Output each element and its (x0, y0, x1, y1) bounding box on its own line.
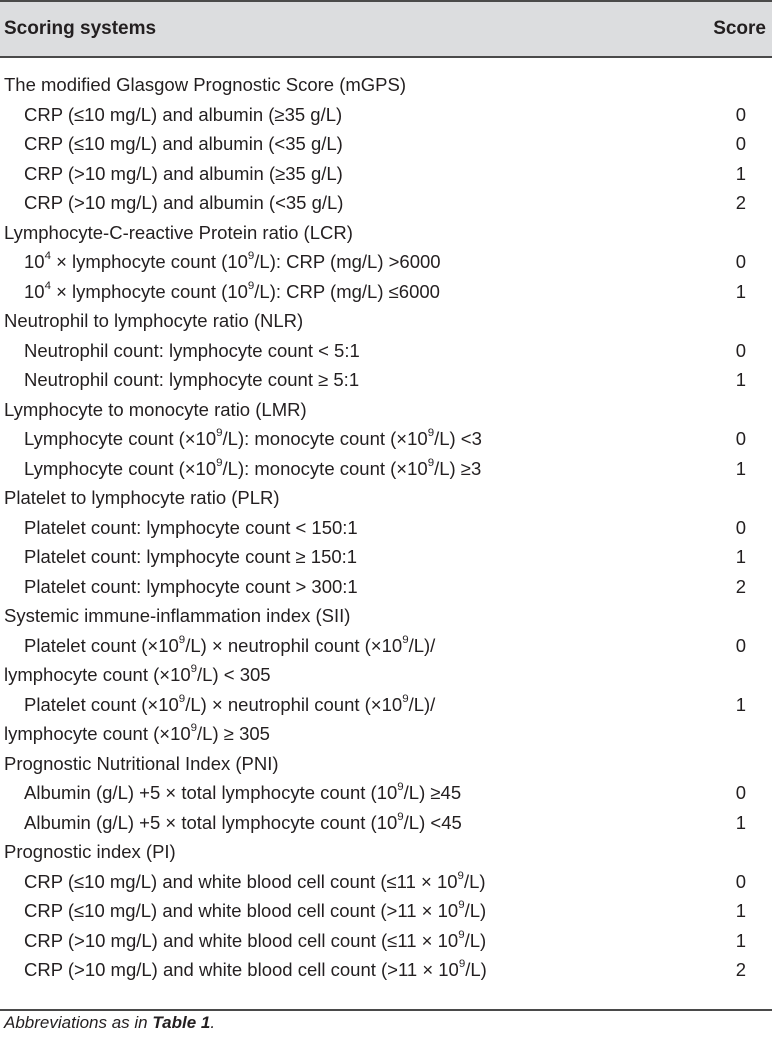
table-row (0, 896, 772, 925)
row-label: The modified Glasgow Prognostic Score (mGPS) (4, 74, 407, 95)
row-score: 1 (735, 900, 746, 921)
table-group-row (0, 218, 772, 247)
table-row (0, 100, 772, 129)
table-row (0, 660, 772, 689)
table-row (0, 247, 772, 276)
table-row (0, 542, 772, 571)
table-row (0, 424, 772, 453)
row-label: Platelet count: lymphocyte count > 300:1 (24, 575, 358, 597)
footnote-suffix: . (210, 1013, 216, 1032)
row-score: 1 (735, 546, 746, 567)
table-row (0, 188, 772, 217)
table-row (0, 867, 772, 896)
row-score: 0 (735, 103, 746, 125)
row-score: 2 (735, 959, 746, 980)
row-label: CRP (≤10 mg/L) and albumin (≥35 g/L) (24, 103, 343, 125)
row-label: CRP (>10 mg/L) and albumin (<35 g/L) (24, 192, 344, 213)
row-label: CRP (>10 mg/L) and white blood cell count $(>11 \times 10^9/L)$ (24, 958, 487, 980)
row-score: 2 (735, 575, 746, 597)
row-label: Lymphocyte-C-reactive Protein ratio (LCR) (4, 221, 353, 243)
bottom-rule (0, 1009, 772, 1011)
row-label: CRP (>10 mg/L) and white blood cell count $(\le 11 \times 10^9/L)$ (24, 928, 487, 951)
table-group-row (0, 306, 772, 335)
row-label: Platelet count $(\times 10^9/L)$ × neutrophil count $(\times 10^9/L)/$ (24, 633, 436, 656)
row-label: $10^4$ × lymphocyte count $(10^9/L)$: CRP (mg/L) >6000 (24, 250, 441, 272)
row-label: CRP (≤10 mg/L) and albumin (<35 g/L) (24, 133, 343, 154)
row-score: 0 (735, 251, 746, 272)
footnote (4, 1013, 215, 1033)
row-score: 0 (735, 339, 746, 361)
row-score: 0 (735, 870, 746, 892)
row-label: CRP (≤10 mg/L) and white blood cell count $(>11 \times 10^9/L)$ (24, 899, 487, 921)
table-row (0, 454, 772, 483)
row-score: 1 (735, 929, 746, 951)
row-score: 1 (735, 162, 746, 184)
table-row (0, 365, 772, 394)
table-row (0, 955, 772, 984)
row-label: Prognostic Nutritional Index (PNI) (4, 752, 279, 774)
row-label: lymphocyte count $(\times 10^9/L) < 305$ (4, 663, 271, 685)
table-row (0, 277, 772, 306)
row-score: 0 (735, 133, 746, 154)
row-label: Lymphocyte to monocyte ratio (LMR) (4, 398, 307, 420)
table-row (0, 631, 772, 660)
row-label: lymphocyte count $(\times 10^9/L) \ge 305$ (4, 722, 270, 744)
table-row (0, 159, 772, 188)
row-label: Lymphocyte count $(\times 10^9/L)$: monocyte count $(\times 10^9/L) <3$ (24, 427, 482, 449)
header-score: Score (713, 18, 766, 39)
row-label: Platelet count $(\times 10^9/L)$ × neutrophil count $(\times 10^9/L)/$ (24, 692, 436, 715)
row-score: 0 (735, 516, 746, 538)
row-label: CRP (>10 mg/L) and albumin (≥35 g/L) (24, 162, 343, 184)
row-score: 2 (735, 192, 746, 213)
row-score: 0 (735, 428, 746, 449)
row-label: Lymphocyte count $(\times 10^9/L)$: monocyte count $(\times 10^9/L) \ge 3$ (24, 456, 482, 479)
row-score: 1 (735, 811, 746, 833)
row-label: Albumin (g/L) +5 × total lymphocyte count $(10^9/L) <45$ (24, 810, 462, 833)
row-score: 0 (735, 782, 746, 803)
row-label: Systemic immune-inflammation index (SII) (4, 605, 351, 626)
row-label: Prognostic index (PI) (4, 841, 176, 862)
table-row (0, 926, 772, 955)
row-score: 1 (735, 369, 746, 390)
table-row (0, 129, 772, 158)
footnote-prefix: Abbreviations as in (4, 1013, 153, 1032)
row-label: Platelet count: lymphocyte count < 150:1 (24, 516, 358, 538)
table-group-row (0, 601, 772, 630)
row-label: Neutrophil to lymphocyte ratio (NLR) (4, 310, 304, 331)
row-label: Platelet count: lymphocyte count ≥ 150:1 (24, 546, 358, 567)
row-label: Neutrophil count: lymphocyte count ≥ 5:1 (24, 369, 360, 390)
header-rule (0, 56, 772, 58)
table-row (0, 572, 772, 601)
table-row (0, 719, 772, 748)
table-row (0, 513, 772, 542)
table-row (0, 778, 772, 807)
row-label: Albumin (g/L) +5 × total lymphocyte count $(10^9/L) \ge 45$ (24, 781, 462, 803)
table-group-row (0, 837, 772, 866)
row-score: 1 (735, 693, 746, 715)
row-score: 0 (735, 634, 746, 656)
row-label: Platelet to lymphocyte ratio (PLR) (4, 487, 280, 508)
table-row (0, 336, 772, 365)
table-row (0, 690, 772, 719)
table-row (0, 808, 772, 837)
row-score: 1 (735, 280, 746, 302)
table-group-row (0, 395, 772, 424)
row-label: CRP (≤10 mg/L) and white blood cell count $(\le 11 \times 10^9/L)$ (24, 869, 486, 892)
table-group-row (0, 70, 772, 99)
row-label: $10^4$ × lymphocyte count $(10^9/L)$: CRP (mg/L) ≤6000 (24, 279, 440, 302)
header-scoring-systems: Scoring systems (4, 18, 157, 39)
table-group-row (0, 749, 772, 778)
row-label: Neutrophil count: lymphocyte count < 5:1 (24, 339, 360, 361)
table-group-row (0, 483, 772, 512)
footnote-table-ref: Table 1 (152, 1013, 211, 1032)
row-score: 1 (735, 457, 746, 479)
